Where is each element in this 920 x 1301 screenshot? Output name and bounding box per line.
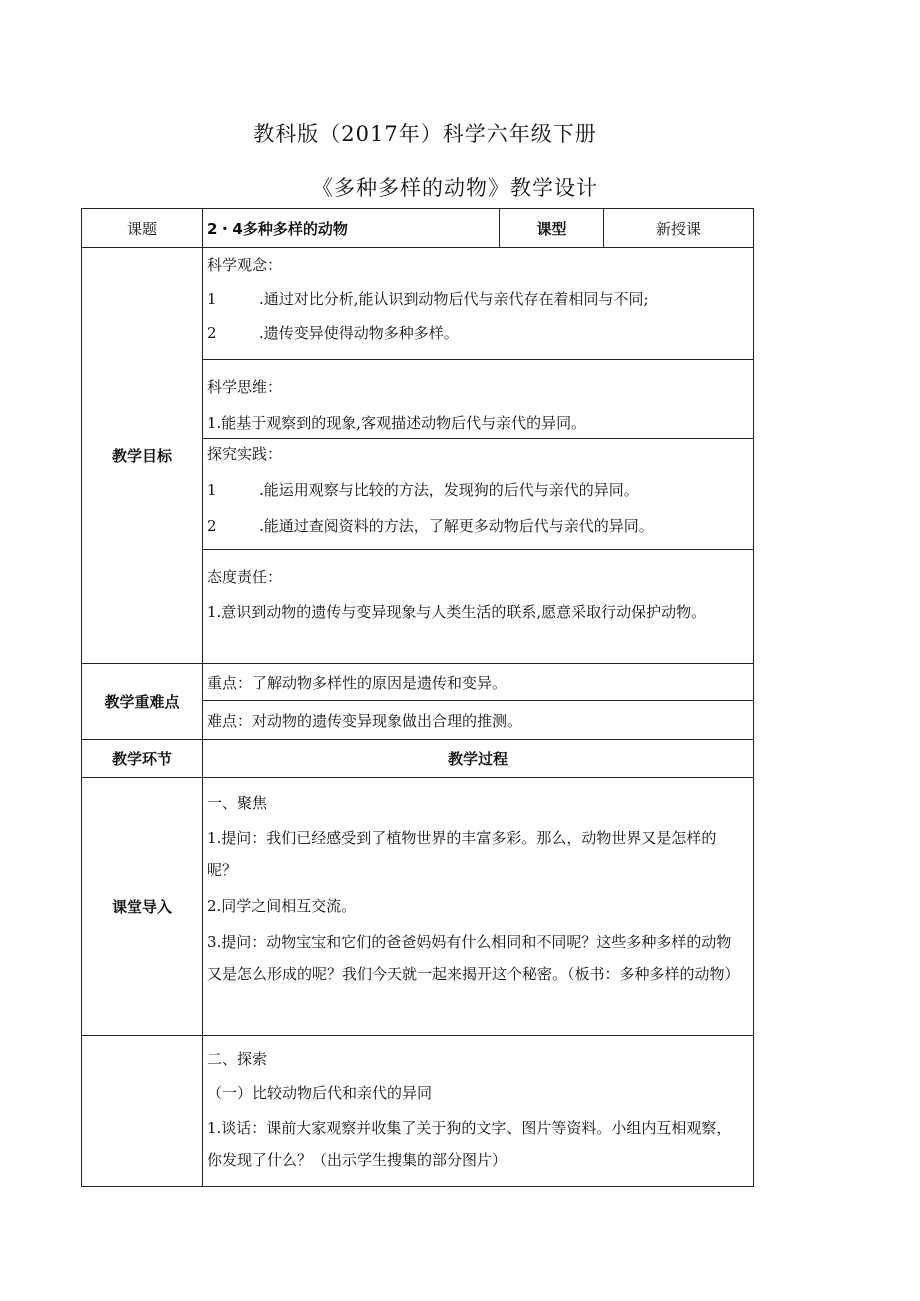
topic-label: 课题 [82,209,203,248]
thinking-text: 1.能基于观察到的现象,客观描述动物后代与亲代的异同。 [207,414,587,432]
thinking-heading: 科学思维： [207,378,283,396]
key-point-text: 重点：了解动物多样性的原因是遗传和变异。 [203,664,754,701]
concept-cell [203,248,754,360]
type-label: 课型 [500,209,604,248]
type-value: 新授课 [604,209,754,248]
explore-heading: 二、探索 [207,1050,268,1068]
concept-heading: 科学观念： [207,256,283,274]
explore-paragraph-1: 1.谈话：课前大家观察并收集了关于狗的文字、图片等资料。小组内互相观察，你发现了什么？（出示学生搜集的部分图片） [207,1119,732,1169]
attitude-text: 1.意识到动物的遗传与变异现象与人类生活的联系,愿意采取行动保护动物。 [207,603,707,621]
process-header: 教学过程 [203,740,754,778]
intro-paragraph-1: 1.提问：我们已经感受到了植物世界的丰富多彩。那么，动物世界又是怎样的呢？ [207,829,717,879]
thinking-cell [203,360,754,439]
stage-header: 教学环节 [82,740,203,778]
table-row-concept [82,248,754,360]
table-row-topic [82,209,754,248]
list-item: 2 .能通过查阅资料的方法，了解更多动物后代与亲代的异同。 [207,517,654,535]
intro-cell [203,778,754,1036]
intro-heading: 一、聚焦 [207,794,268,812]
document-title: 教科版（2017年）科学六年级下册 [253,122,597,146]
attitude-cell [203,550,754,664]
table-row-key [82,664,754,701]
table-row-process-header [82,740,754,778]
explore-subheading: （一）比较动物后代和亲代的异同 [207,1084,433,1102]
objectives-label: 教学目标 [82,248,203,664]
explore-cell [203,1036,754,1187]
table-row-intro [82,778,754,1036]
practice-cell [203,439,754,550]
difficult-point-text: 难点：对动物的遗传变异现象做出合理的推测。 [203,701,754,740]
document-subtitle: 《多种多样的动物》教学设计 [312,176,598,200]
list-item: 1 .通过对比分析,能认识到动物后代与亲代存在着相同与不同; [207,290,649,308]
keypoints-label: 教学重难点 [82,664,203,740]
practice-heading: 探究实践： [207,445,283,463]
list-item: 2 .遗传变异使得动物多种多样。 [207,324,459,342]
intro-label: 课堂导入 [82,778,203,1036]
attitude-heading: 态度责任： [207,568,283,586]
intro-paragraph-2: 2.同学之间相互交流。 [207,897,357,915]
lesson-plan-table [81,208,754,1187]
list-item: 1 .能运用观察与比较的方法，发现狗的后代与亲代的异同。 [207,481,639,499]
explore-label [82,1036,203,1187]
table-row-explore [82,1036,754,1187]
intro-paragraph-3: 3.提问：动物宝宝和它们的爸爸妈妈有什么相同和不同呢？这些多种多样的动物又是怎么形成的呢？我们今天就一起来揭开这个秘密。（板书：多种多样的动物） [207,933,740,983]
topic-value: 2・4多种多样的动物 [203,209,500,248]
